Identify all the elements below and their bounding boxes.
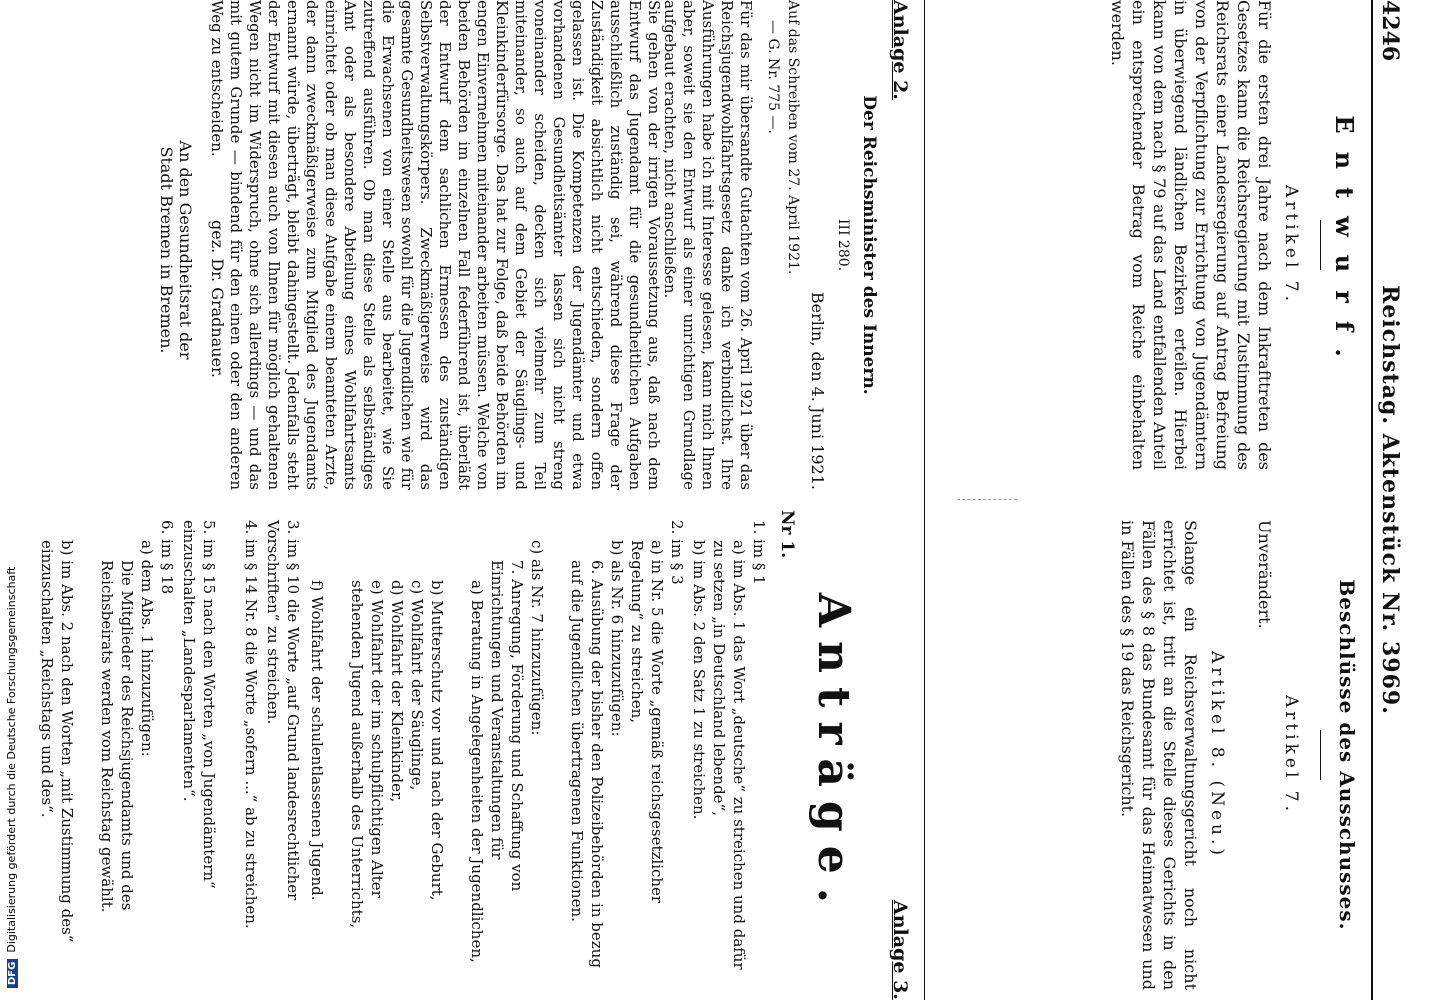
anlage-2-place-date: Berlin, den 4. Juni 1921. xyxy=(808,291,827,490)
antrag-item: 7. Anregung, Förderung und Schaffung von Einrichtungen und Veranstaltungen für xyxy=(488,560,526,892)
antrag-item: 6. Ausübung der bisher den Polizeibehörden in bezug auf die Jugendlichen übertragenen Funktionen. xyxy=(568,560,606,968)
antrag-item: 6. im § 18 xyxy=(158,520,176,595)
divider xyxy=(1320,730,1321,780)
anlage-2-ref: III 280. xyxy=(835,218,851,272)
digitization-notice xyxy=(0,0,22,1000)
antrag-item: b) im Abs. 2 den Satz 1 zu streichen. xyxy=(690,540,708,820)
anlage-2-letter-ref: Auf das Schreiben vom 27. April 1921. xyxy=(785,0,801,275)
antrag-item: 4. im § 14 Nr. 8 die Worte „sofern ...“ ab zu streichen. xyxy=(242,520,260,929)
divider xyxy=(1320,220,1321,270)
anlage-2-label: Anlage 2. xyxy=(889,0,911,100)
antrag-item: a) dem Abs. 1 hinzuzufügen: xyxy=(138,540,156,757)
anlage-2-title: Der Reichsminister des Innern. xyxy=(859,95,879,395)
antrag-item: 2. im § 3 xyxy=(668,520,686,585)
anlage-2-addressee: An den Gesundheitsrat der Stadt Bremen in Bremen. xyxy=(157,140,195,360)
anlage-3-label: Anlage 3. xyxy=(889,900,911,1000)
antrag-item: f) Wohlfahrt der schulentlassenen Jugend. xyxy=(308,580,326,901)
page-number: 4246 xyxy=(1377,0,1403,62)
antrag-item: e) Wohlfahrt der im schulpflichtigen Alter stehenden Jugend außerhalb des Unterrichts, xyxy=(348,580,386,929)
antrag-item: 5. im § 15 nach den Worten „von Jugendämtern“ einzuschalten „Landesparlamenten“. xyxy=(180,520,218,889)
antrag-item: a) in Nr. 5 die Worte „gemäß reichsgesetzlicher Regelung“ zu streichen, xyxy=(628,540,666,904)
section-divider xyxy=(924,0,925,1000)
antrag-item: b) Mutterschutz vor und nach der Geburt, xyxy=(428,580,446,901)
antrag-item: a) Beratung in Angelegenheiten der Jugendlichen, xyxy=(468,580,486,963)
anlage-2-g-nr: — G. Nr. 775 —. xyxy=(765,20,781,134)
antrag-item: c) Wohlfahrt der Säuglinge, xyxy=(408,580,426,791)
page-header xyxy=(1371,0,1407,1000)
anlage-2-paragraph-2: Sie gehen von der irrigen Voraussetzung aus, daß nach dem Entwurf das Jugendamt für die gesundheitlichen Aufgaben ausschließlich zuständig sei, während diese Frage der Zuständigkeit absichtlich nicht entschieden, sondern offen gelassen ist. Die Kompetenzen der Jugendämter und etwa vorhandenen Gesundheitsämter lassen sich nicht streng voneinander scheiden, decken sich vielmehr zum Teil miteinander, so auch auf dem Gebiet der Säuglings- und Kleinkinderfürsorge. Das hat zur Folge, daß beide Behörden im engen Einvernehmen miteinander arbeiten müssen. Welche von beiden Behörden im einzelnen Fall federführend ist, überläßt der Entwurf dem sachlichen Ermessen des zuständigen Selbstverwaltungskörpers. Zweckmäßigerweise wird das gesamte Gesundheitswesen sowohl für die Jugendlichen wie für die Erwachsenen von einer Stelle aus bearbeitet, wie Sie zutreffend ausführen. Ob man diese Stelle als selbständiges Amt oder als besondere Abteilung eines Wohlfahrtsamts einrichtet oder ob man diese Aufgabe einem beamteten Arzte, der dann zweckmäßigerweise zum Mitglied des Jugendamts ernannt würde, überträgt, bleibt dahingestellt. Jedenfalls steht der Entwurf mit diesen auch von Ihnen für möglich gehaltenen Wegen nicht im Widerspruch, ohne sich allerdings — und das mit gutem Grunde — bindend für den einen oder den anderen Weg zu entscheiden. xyxy=(208,0,663,490)
committee-article-7: Artikel 7. xyxy=(1281,694,1301,816)
committee-article-8: Artikel 8. (Neu.) xyxy=(1207,650,1227,860)
antrag-item: 3. im § 10 die Worte „auf Grund landesrechtlicher Vorschriften“ zu streichen. xyxy=(264,520,302,901)
page-title: Reichstag. Aktenstück Nr. 3969. xyxy=(1377,285,1403,715)
antrag-item: 1. im § 1 xyxy=(750,520,768,585)
antrag-item: d) Wohlfahrt der Kleinkinder, xyxy=(388,580,406,803)
anlage-2-paragraph-1: Für das mir übersandte Gutachten vom 26. April 1921 über das Reichsjugendwohlfahrtsgesetz danke ich verbindlichst. Ihre Ausführungen habe ich mit Interesse gelesen, kann mich Ihnen aber, soweit sie den Entwurf als einer unrichtigen Grundlage aufgebaut erachten, nicht anschließen. xyxy=(661,0,755,490)
committee-heading: Beschlüsse des Ausschusses. xyxy=(1335,579,1359,931)
antrag-item: c) als Nr. 7 hinzuzufügen: xyxy=(528,540,546,736)
antraege-title: Anträge. xyxy=(808,592,859,918)
antrag-number: Nr 1. xyxy=(777,510,797,559)
antrag-item: b) im Abs. 2 nach den Worten „mit Zustimmung des“ einzuschalten „Reichstags und des“. xyxy=(38,540,76,943)
antrag-item: Die Mitglieder des Reichsjugendamts und des Reichsbeirats werden vom Reichstag gewählt. xyxy=(98,560,136,913)
column-divider xyxy=(957,499,1017,500)
draft-article-7: Artikel 7. xyxy=(1281,184,1301,306)
antrag-item: b) als Nr. 6 hinzuzufügen: xyxy=(608,540,626,737)
committee-article-8-text: Solange ein Reichsverwaltungsgericht noch nicht errichtet ist, tritt an die Stelle dieses Gerichts in den Fällen des § 8 das Bundesamt für das Heimatwesen und in Fällen des § 19 das Reichsgericht. xyxy=(1118,520,1200,990)
antrag-item: a) im Abs. 1 das Wort „deutsche“ zu streichen und dafür zu setzen „in Deutschland lebende“, xyxy=(710,540,748,970)
draft-article-7-text: Für die ersten drei Jahre nach dem Inkrafttreten des Gesetzes kann die Reichsregierung mit Zustimmung des Reichsrats einer Landesregierung auf Antrag Befreiung von der Verpflichtung zur Errichtung von Jugendämtern in überwiegend ländlichen Bezirken erteilen. Hierbei kann von dem nach § 79 auf das Land entfallenden Anteil ein entsprechender Betrag vom Reiche einbehalten werden. xyxy=(1108,0,1274,470)
draft-heading: Entwurf. xyxy=(1330,115,1359,375)
anlage-2-signature: gez. Dr. Gradnauer. xyxy=(208,220,227,379)
committee-unchanged: Unverändert. xyxy=(1255,520,1274,629)
rotated-document-page xyxy=(27,0,1407,1000)
dfg-logo: DFG xyxy=(7,959,18,988)
digitization-text: Digitalisierung gefördert durch die Deutsche Forschungsgemeinschaft xyxy=(5,566,18,953)
